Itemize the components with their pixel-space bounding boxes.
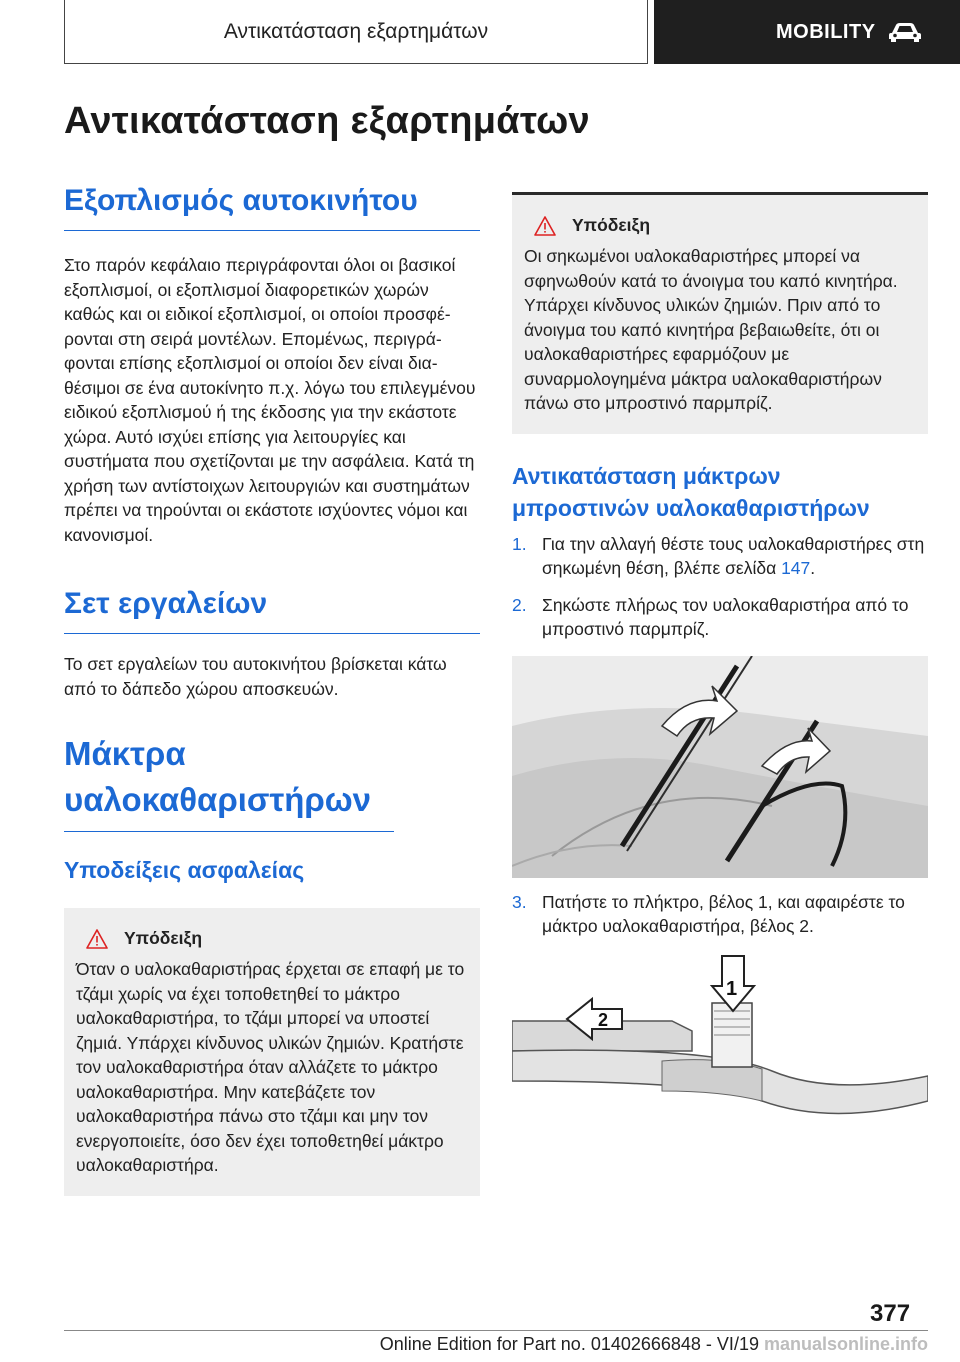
running-header-chapter [654,0,960,64]
running-header-text: Αντικατάσταση εξαρτημάτων [223,19,489,43]
step-item [512,532,928,581]
note-title: Υπόδειξη [572,215,651,235]
safety-subheading: Υποδείξεις ασφαλείας [64,857,305,883]
step-item [512,890,928,939]
step-text-body: Για την αλλαγή θέστε τους υαλοκαθαριστήρες στη σηκωμένη θέση, βλέπε σελίδα [542,533,925,578]
equipment-text: Στο παρόν κεφάλαιο περιγράφονται όλοι οι βασικοί εξοπλισμοί, οι εξοπλισμοί διαφορετικών χωρών καθώς και οι ειδικοί εξοπλισμοί, οι οποίοι προσφέρονται στη σειρά μοντέλων. Επομένως, περιγράφονται επίσης εξοπλισμοί οι οποίοι δεν είναι διαθέσιμοι σε ένα αυτοκίνητο π.χ. λόγω του επιλεγμένου ειδικού εξοπλισμού ή της έκδοσης για την εκάστοτε χώρα. Αυτό ισχύει επίσης για λειτουργίες και συστήματα που σχετίζονται με την ασφάλεια. Κατά τη χρήση των αντίστοιχων λειτουργιών και συστημάτων πρέπει να τηρούνται οι εκάστοτε ισχύοντες νόμοι και κανονισμοί. [64,255,476,545]
note-title: Υπόδειξη [124,928,203,948]
figure-raised-wipers [512,656,928,878]
warning-triangle-icon [534,216,556,236]
footer-edition [0,1334,928,1355]
note-text: Όταν ο υαλοκαθαριστήρας έρχεται σε επαφή με το τζάμι χωρίς να έχει τοποθετηθεί το μάκτρο υαλοκαθαριστήρα, το τζάμι μπορεί να υποστεί ζημιά. Υπάρχει κίνδυνος υλικών ζημιών. Κρατήστε τον υαλοκαθαριστήρα όταν αλλάζετε το μάκτρο υαλοκαθαριστήρα. Μην κατεβάζετε τον υαλοκαθαριστήρα πάνω στο τζάμι και μην τον ενεργοποιείτε, όσο δεν έχει τοποθετηθεί μάκτρο υαλοκαθαριστήρα. [76,959,465,1175]
car-icon [888,21,922,43]
watermark: manualsonline.info [763,1334,928,1354]
steps-list [512,532,928,642]
step-text: Σηκώστε πλήρως τον υαλοκαθαριστήρα από το μπροστινό παρμπρίζ. [542,594,909,639]
page-title: Αντικατάσταση εξαρτημάτων [64,100,590,142]
safety-note [64,908,480,1196]
right-column [512,192,928,1183]
section-heading-equipment: Εξοπλισμός αυτοκινήτου [64,180,480,231]
section-heading-wipers: Μάκτρα υαλοκαθαριστήρων [64,731,394,832]
arrow-2-label: 2 [598,1009,609,1030]
figure-wiper-release [512,951,928,1183]
footer-text: Online Edition for Part no. 01402666848 - VI/19 [379,1334,759,1354]
note-header [76,928,468,949]
page-link[interactable]: 147 [781,558,811,578]
toolkit-text: Το σετ εργαλείων του αυτοκινήτου βρίσκεται κάτω από το δάπεδο χώρου αποσκευών. [64,654,447,699]
arrow-1-label: 1 [726,977,738,1000]
section-heading-toolkit: Σετ εργαλείων [64,583,480,634]
step-number: 3. [512,891,527,912]
step-item [512,593,928,642]
step-number: 1. [512,533,527,554]
windshield-illustration [512,656,928,878]
step-text-tail: . [810,558,816,578]
left-column [64,180,480,1196]
page-number: 377 [870,1300,911,1327]
step-text: Πατήστε το πλήκτρο, βέλος 1, και αφαιρέστε το μάκτρο υαλοκαθαριστήρα, βέλος 2. [542,891,905,936]
chapter-label: MOBILITY [776,20,876,43]
footer-divider [64,1330,928,1331]
replace-wipers-heading: Αντικατάσταση μάκτρων μπροστινών υαλοκαθαριστήρων [512,462,870,521]
running-header-section [64,0,648,64]
step-text [542,532,928,581]
warning-triangle-icon [86,929,108,949]
hood-note [512,192,928,434]
note-header [524,215,916,236]
note-text: Οι σηκωμένοι υαλοκαθαριστήρες μπορεί να σφηνωθούν κατά το άνοιγμα του καπό κινητήρα. Υπάρχει κίνδυνος υλικών ζημιών. Πριν από το άνοιγμα του καπό κινητήρα βεβαιωθείτε, ότι οι υαλοκαθαριστήρες εφαρμόζουν με συναρμολογημένα μάκτρα υαλοκαθαριστήρων πάνω στο μπροστινό παρμπρίζ. [524,246,898,413]
wiper-release-illustration [512,951,928,1183]
step-number: 2. [512,594,527,615]
steps-list-continued [512,890,928,939]
